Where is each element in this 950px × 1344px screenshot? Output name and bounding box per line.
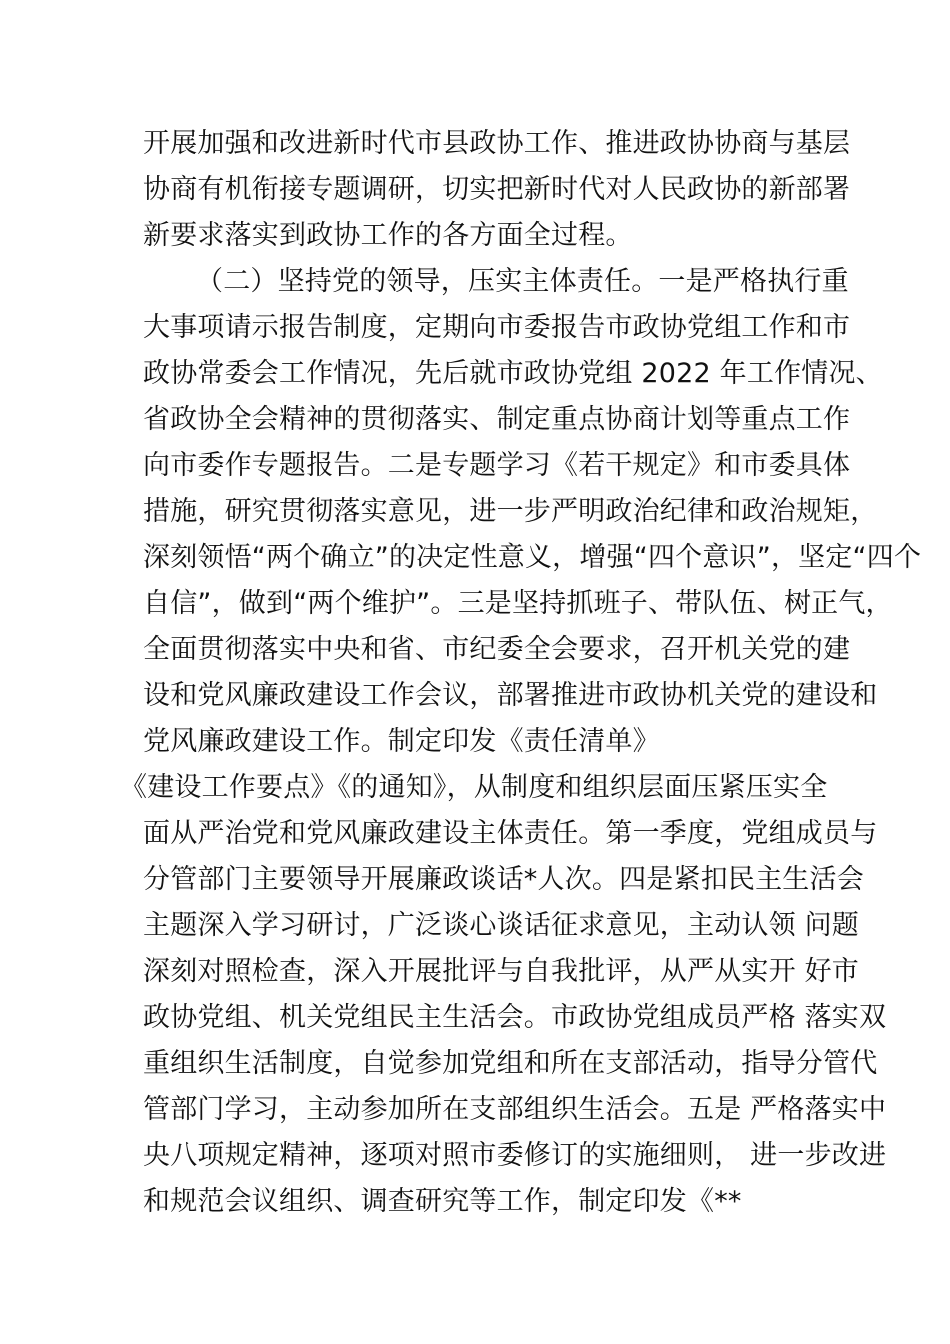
text-line: 主题深入学习研讨，广泛谈心谈话征求意见，主动认领 问题 xyxy=(143,910,859,941)
text-line: 和规范会议组织、调查研究等工作，制定印发《** xyxy=(143,1186,742,1217)
text-line: 全面贯彻落实中央和省、市纪委全会要求，召开机关党的建 xyxy=(143,634,851,665)
text-line: 深刻领悟“两个确立”的决定性意义，增强“四个意识”，坚定“四个 xyxy=(143,542,922,573)
text-line: 央八项规定精神，逐项对照市委修订的实施细则， 进一步改进 xyxy=(143,1140,887,1171)
text-line: 协商有机衔接专题调研，切实把新时代对人民政协的新部署 xyxy=(143,174,851,205)
text-line: 党风廉政建设工作。制定印发《责任清单》 xyxy=(143,726,660,757)
text-line: 深刻对照检查，深入开展批评与自我批评，从严从实开 好市 xyxy=(143,956,859,987)
text-line: 开展加强和改进新时代市县政协工作、推进政协协商与基层 xyxy=(143,128,851,159)
text-line: 《建设工作要点》《的通知》，从制度和组织层面压紧压实全 xyxy=(120,772,828,803)
text-line: 重组织生活制度，自觉参加党组和所在支部活动，指导分管代 xyxy=(143,1048,878,1079)
text-line: 政协常委会工作情况，先后就市政协党组 2022 年工作情况、 xyxy=(143,358,883,389)
text-line: 设和党风廉政建设工作会议，部署推进市政协机关党的建设和 xyxy=(143,680,878,711)
text-line: 大事项请示报告制度，定期向市委报告市政协党组工作和市 xyxy=(143,312,851,343)
text-line: 分管部门主要领导开展廉政谈话*人次。四是紧扣民主生活会 xyxy=(143,864,864,895)
text-line: 向市委作专题报告。二是专题学习《若干规定》和市委具体 xyxy=(143,450,851,481)
text-line: 省政协全会精神的贯彻落实、制定重点协商计划等重点工作 xyxy=(143,404,851,435)
text-line: 措施，研究贯彻落实意见，进一步严明政治纪律和政治规矩， xyxy=(143,496,878,527)
text-line: 面从严治党和党风廉政建设主体责任。第一季度，党组成员与 xyxy=(143,818,878,849)
text-line: 管部门学习，主动参加所在支部组织生活会。五是 严格落实中 xyxy=(143,1094,887,1125)
text-line: （二）坚持党的领导，压实主体责任。一是严格执行重 xyxy=(196,266,849,297)
text-line: 政协党组、机关党组民主生活会。市政协党组成员严格 落实双 xyxy=(143,1002,887,1033)
text-line: 新要求落实到政协工作的各方面全过程。 xyxy=(143,220,633,251)
text-line: 自信”，做到“两个维护”。三是坚持抓班子、带队伍、树正气， xyxy=(143,588,893,619)
